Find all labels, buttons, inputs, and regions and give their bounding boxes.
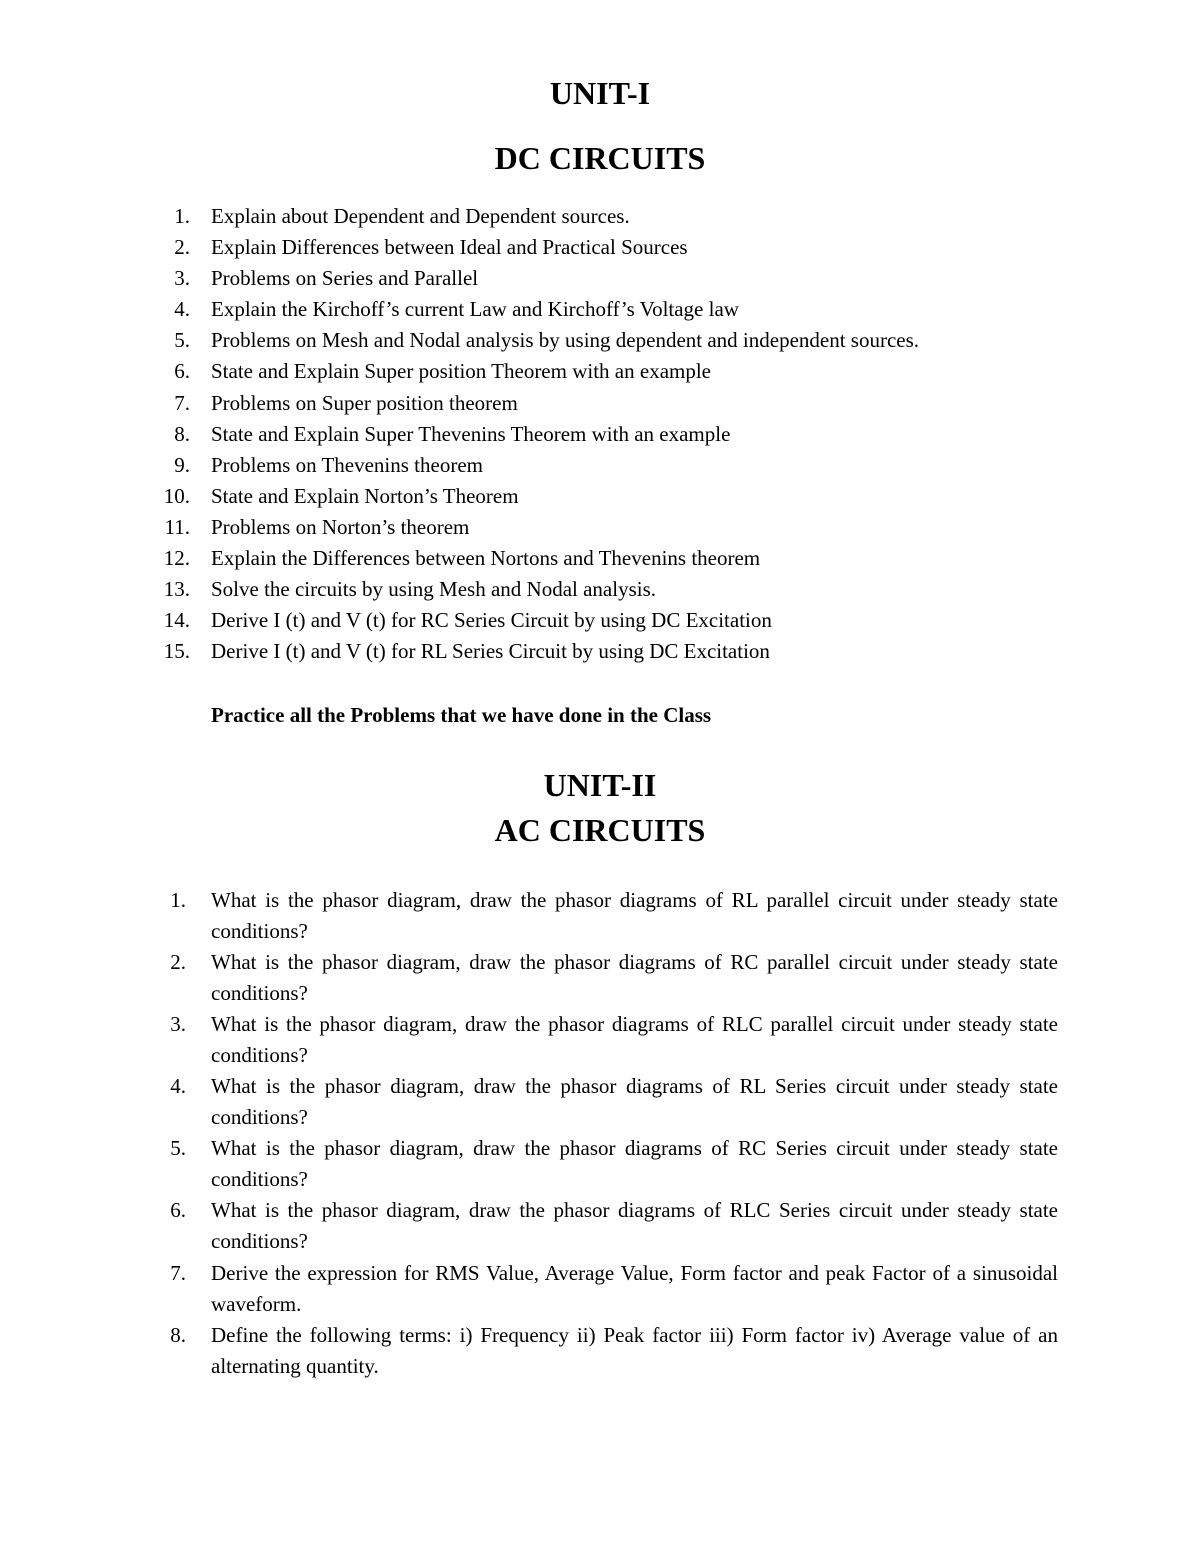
- unit2-title: UNIT-II: [543, 767, 657, 803]
- item-number: 5.: [170, 1136, 186, 1161]
- item-text: What is the phasor diagram, draw the phasor diagrams of RL parallel circuit under steady state conditions?: [211, 888, 1058, 943]
- item-text: State and Explain Super Thevenins Theorem with an example: [211, 421, 731, 446]
- unit2-subtitle: AC CIRCUITS: [494, 812, 706, 848]
- item-number: 3.: [170, 1012, 186, 1037]
- item-number: 10.: [163, 483, 190, 508]
- item-number: 1.: [174, 204, 190, 228]
- item-text: What is the phasor diagram, draw the phasor diagrams of RL Series circuit under steady state conditions?: [211, 1074, 1058, 1130]
- item-text: Derive I (t) and V (t) for RC Series Circuit by using DC Excitation: [211, 608, 772, 633]
- item-number: 8.: [174, 421, 190, 446]
- item-number: 15.: [163, 639, 190, 664]
- item-number: 12.: [163, 546, 190, 571]
- practice-note: Practice all the Problems that we have done in the Class: [211, 703, 712, 727]
- item-number: 4.: [170, 1074, 186, 1099]
- item-number: 7.: [170, 1260, 186, 1285]
- item-number: 4.: [174, 297, 190, 322]
- item-number: 2.: [174, 235, 190, 260]
- item-text: Explain the Kirchoff’s current Law and Kirchoff’s Voltage law: [211, 297, 739, 322]
- item-text: What is the phasor diagram, draw the phasor diagrams of RLC Series circuit under steady state conditions?: [211, 1198, 1058, 1254]
- item-text: Problems on Thevenins theorem: [211, 452, 483, 477]
- item-text: Problems on Super position theorem: [211, 390, 518, 415]
- item-text: Define the following terms: i) Frequency ii) Peak factor iii) Form factor iv) Average value of an alternating quantity.: [211, 1322, 1058, 1378]
- item-text: Explain the Differences between Nortons and Thevenins theorem: [211, 546, 761, 571]
- unit1-title: UNIT-I: [549, 75, 651, 111]
- item-number: 6.: [174, 359, 190, 384]
- item-number: 2.: [170, 950, 186, 975]
- item-number: 9.: [174, 452, 190, 477]
- item-number: 13.: [163, 577, 190, 602]
- item-text: State and Explain Super position Theorem with an example: [211, 359, 712, 384]
- item-text: Derive the expression for RMS Value, Average Value, Form factor and peak Factor of a sinusoidal waveform.: [211, 1260, 1058, 1316]
- item-text: What is the phasor diagram, draw the phasor diagrams of RLC parallel circuit under steady state conditions?: [211, 1012, 1058, 1068]
- item-number: 1.: [170, 888, 186, 912]
- item-text: State and Explain Norton’s Theorem: [211, 483, 519, 508]
- item-number: 7.: [174, 390, 190, 415]
- item-number: 6.: [170, 1198, 186, 1223]
- item-text: Problems on Norton’s theorem: [211, 514, 470, 539]
- item-text: Solve the circuits by using Mesh and Nodal analysis.: [211, 577, 657, 602]
- item-number: 14.: [163, 608, 190, 633]
- item-number: 5.: [174, 328, 190, 353]
- item-text: Derive I (t) and V (t) for RL Series Circuit by using DC Excitation: [211, 639, 770, 664]
- item-number: 11.: [164, 514, 190, 539]
- unit1-subtitle: DC CIRCUITS: [494, 140, 706, 176]
- item-text: Problems on Mesh and Nodal analysis by using dependent and independent sources.: [211, 328, 920, 353]
- item-text: What is the phasor diagram, draw the phasor diagrams of RC Series circuit under steady state conditions?: [211, 1136, 1058, 1192]
- item-text: What is the phasor diagram, draw the phasor diagrams of RC parallel circuit under steady state conditions?: [211, 950, 1058, 1006]
- item-text: Explain about Dependent and Dependent sources.: [211, 204, 630, 228]
- item-text: Explain Differences between Ideal and Practical Sources: [211, 235, 688, 260]
- item-text: Problems on Series and Parallel: [211, 266, 479, 291]
- item-number: 3.: [174, 266, 190, 291]
- item-number: 8.: [170, 1322, 186, 1347]
